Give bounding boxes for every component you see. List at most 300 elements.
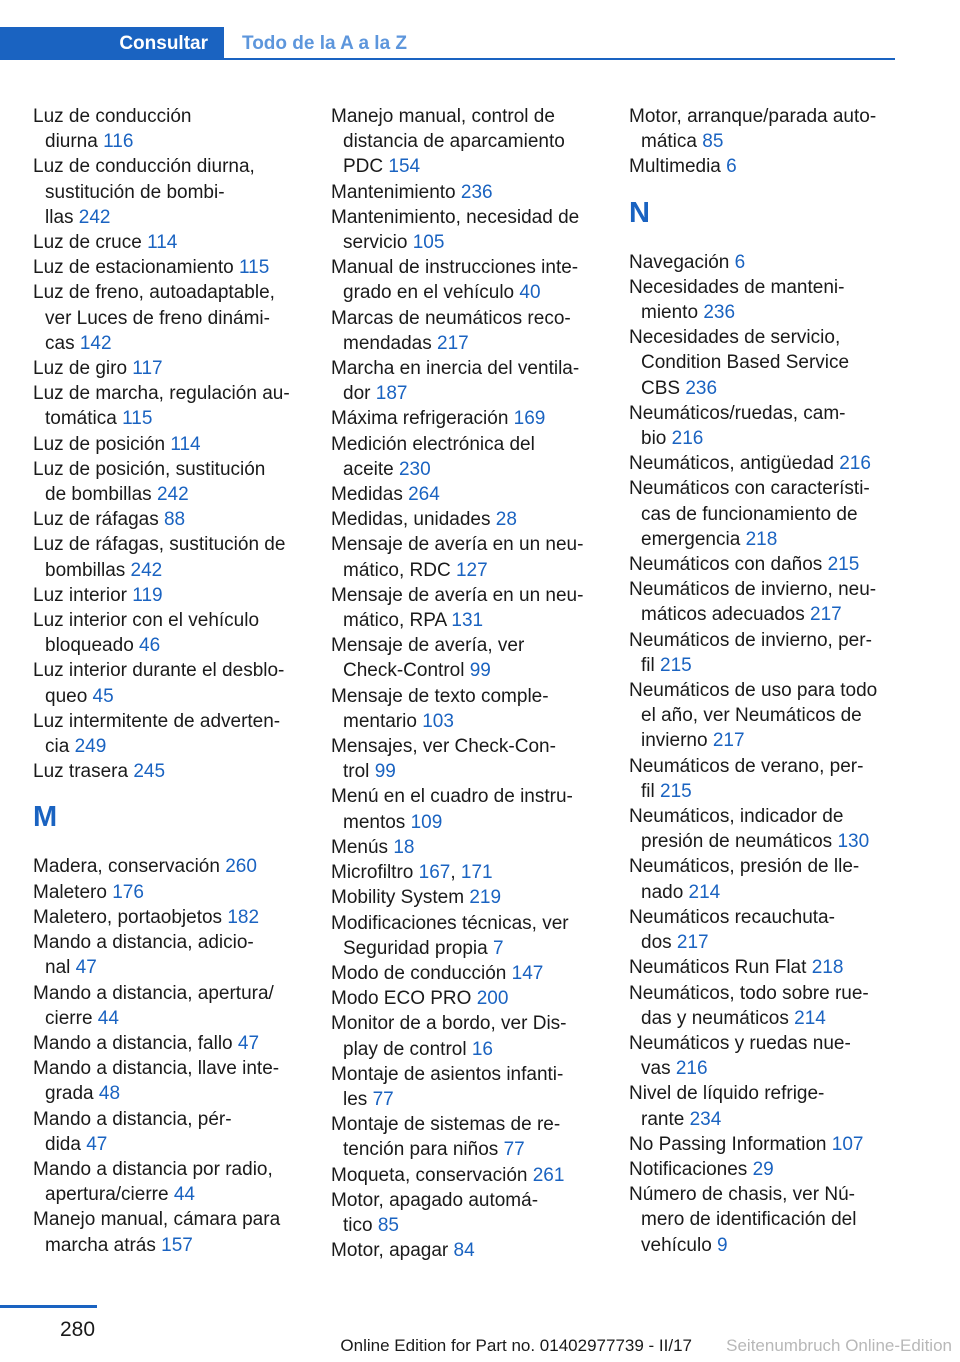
page-link[interactable]: 77 (503, 1139, 525, 1161)
page-link[interactable]: 261 (532, 1164, 565, 1186)
index-entry-line (33, 1233, 308, 1258)
page-link[interactable]: 260 (225, 856, 257, 878)
index-entry-text: Mensaje de avería en un neu- (331, 534, 584, 556)
index-entry-line (331, 885, 606, 910)
index-entry-text: Menú en el cuadro de instru- (331, 786, 573, 808)
index-entry-text: Manejo manual, control de (331, 106, 555, 127)
index-entry-text: Mobility System (331, 887, 470, 909)
index-entry (33, 854, 308, 879)
index-entry-line (629, 1233, 894, 1258)
page-link[interactable]: 29 (752, 1158, 774, 1180)
index-entry-line (331, 180, 606, 205)
index-entry-text: Motor, apagado automá- (331, 1189, 539, 1211)
index-entry-line (331, 1137, 606, 1162)
index-entry-text: Modificaciones técnicas, ver (331, 912, 569, 934)
index-entry-line (33, 230, 308, 255)
page-link[interactable]: 130 (837, 831, 870, 853)
index-entry-line (33, 854, 308, 879)
index-entry-text: dos (641, 932, 677, 954)
index-entry-line (331, 658, 606, 683)
page-link[interactable]: 216 (839, 453, 871, 475)
section-letter: N (629, 196, 650, 229)
index-entry (629, 1182, 894, 1258)
index-entry-line (629, 577, 894, 602)
index-entry-line (331, 1037, 606, 1062)
page-link[interactable]: 119 (132, 584, 163, 606)
index-entry (331, 734, 606, 784)
index-entry-line (629, 930, 894, 955)
page-link[interactable]: 215 (660, 654, 692, 676)
index-entry-line (629, 829, 894, 854)
index-entry (629, 955, 894, 980)
page-link[interactable]: 264 (408, 484, 440, 506)
index-entry (33, 104, 308, 154)
index-entry (331, 1163, 606, 1188)
index-entry-text: Luz de cruce (33, 232, 148, 254)
index-entry-line (629, 955, 894, 980)
index-entry (33, 356, 308, 381)
page-link[interactable]: 109 (410, 811, 443, 833)
index-entry (331, 1112, 606, 1162)
page-link[interactable]: 236 (685, 377, 718, 399)
index-entry-text: Luz de ráfagas (33, 509, 164, 531)
index-entry (33, 280, 308, 356)
page-link[interactable]: 200 (476, 988, 509, 1010)
index-entry (33, 709, 308, 759)
page-link[interactable]: 99 (469, 660, 491, 682)
index-entry-line (33, 280, 308, 305)
index-entry-line (33, 104, 308, 129)
index-entry-text: mentos (343, 811, 411, 833)
page-link[interactable]: 157 (161, 1234, 193, 1256)
index-entry-line (629, 779, 894, 804)
page-link[interactable]: 142 (79, 332, 112, 354)
index-entry-line (33, 930, 308, 955)
index-entry (331, 1188, 606, 1238)
index-entry-line (331, 331, 606, 356)
index-entry-text: dor (343, 383, 376, 405)
index-entry (331, 583, 606, 633)
index-entry-line (33, 905, 308, 930)
index-entry-text: Condition Based Service (641, 352, 850, 374)
page-link[interactable]: 45 (92, 685, 114, 707)
index-entry-text: PDC (343, 156, 389, 178)
page-link[interactable]: 182 (227, 906, 260, 928)
page-link[interactable]: 88 (163, 509, 186, 531)
index-entry-line (33, 1132, 308, 1157)
index-entry-text: Neumáticos y ruedas nue- (629, 1032, 851, 1054)
page-link[interactable]: 215 (660, 780, 692, 802)
page-link[interactable]: 242 (130, 559, 163, 581)
index-entry-line (331, 961, 606, 986)
index-entry-line (629, 104, 894, 129)
page-link[interactable]: 147 (511, 962, 544, 984)
index-entry-line (33, 759, 308, 784)
index-entry-line (331, 936, 606, 961)
index-entry-text: Luz interior durante el desblo- (33, 660, 285, 682)
index-entry-text: Moqueta, conservación (331, 1164, 533, 1186)
index-entry-line (33, 306, 308, 331)
index-entry-line (331, 129, 606, 154)
index-entry-line (33, 432, 308, 457)
index-entry-text: mero de identificación del (641, 1209, 857, 1231)
page-link[interactable]: 214 (688, 881, 721, 903)
index-entry-text: Neumáticos de invierno, neu- (629, 579, 877, 601)
page-link[interactable]: 176 (112, 881, 144, 903)
index-entry-line (629, 154, 894, 179)
header-divider (224, 58, 895, 60)
page-link[interactable]: 216 (671, 428, 704, 450)
index-entry-line (33, 583, 308, 608)
index-entry (629, 250, 894, 275)
index-entry-text: Seguridad propia (343, 937, 493, 959)
index-entry-text: Marcas de neumáticos reco- (331, 307, 571, 329)
index-entry (629, 275, 894, 325)
index-entry-line (331, 104, 606, 129)
page-link[interactable]: 217 (437, 332, 469, 354)
page-link[interactable]: 217 (676, 932, 709, 954)
page-link[interactable]: 234 (689, 1108, 722, 1130)
page-link[interactable]: 47 (86, 1133, 108, 1155)
index-entry-text: tención para niños (343, 1139, 504, 1161)
index-entry-text: Máxima refrigeración (331, 408, 514, 430)
index-entry-line (629, 1107, 894, 1132)
index-entry-text: mática (641, 131, 703, 153)
index-entry-line (331, 230, 606, 255)
index-entry-text: apertura/cierre (45, 1184, 174, 1206)
page-link[interactable]: 171 (460, 862, 493, 884)
index-entry-line (331, 457, 606, 482)
page-link[interactable]: 218 (811, 957, 844, 979)
index-entry-text: Luz de marcha, regulación au- (33, 383, 290, 405)
page-link[interactable]: 217 (810, 604, 842, 626)
page-link[interactable]: 218 (745, 528, 778, 550)
page-link[interactable]: 245 (133, 761, 166, 783)
index-entry (331, 180, 606, 205)
index-entry-text: Luz de conducción diurna, (33, 156, 255, 178)
index-entry (33, 759, 308, 784)
index-entry-text: llas (45, 206, 79, 228)
index-entry-text: Marcha en inercia del ventila- (331, 358, 580, 380)
page-link[interactable]: 114 (147, 232, 178, 254)
index-entry (629, 678, 894, 754)
index-entry (629, 552, 894, 577)
index-entry-line (33, 633, 308, 658)
index-entry-text: Neumáticos de uso para todo (629, 680, 878, 702)
index-entry-line (33, 1056, 308, 1081)
index-entry-line (33, 457, 308, 482)
page-link[interactable]: 84 (453, 1240, 475, 1262)
page-link[interactable]: 217 (712, 730, 745, 752)
page-link[interactable]: 242 (78, 206, 111, 228)
index-entry (33, 532, 308, 582)
index-entry-text: Mantenimiento (331, 181, 461, 203)
index-entry-text: bombillas (45, 559, 131, 581)
index-entry-line (331, 205, 606, 230)
index-entry-text: emergencia (641, 528, 746, 550)
index-entry (331, 911, 606, 961)
index-entry-line (33, 507, 308, 532)
page-link[interactable]: 103 (422, 710, 454, 732)
index-entry (33, 981, 308, 1031)
index-entry-text: invierno (641, 730, 713, 752)
index-entry-line (331, 734, 606, 759)
index-entry-text: Luz de ráfagas, sustitución de (33, 534, 286, 556)
index-entry (629, 577, 894, 627)
page-link[interactable]: 167 (418, 862, 451, 884)
index-entry-line (331, 280, 606, 305)
index-entry (629, 1031, 894, 1081)
index-entry-line (331, 810, 606, 835)
index-entry-text: Mensaje de texto comple- (331, 685, 549, 707)
index-entry-line (331, 684, 606, 709)
index-entry-text: rante (641, 1108, 690, 1130)
index-entry (629, 1132, 894, 1157)
index-entry-text: sustitución de bombi- (45, 181, 225, 203)
index-entry-line (629, 502, 894, 527)
page-link[interactable]: 99 (374, 761, 396, 783)
index-entry-line (331, 784, 606, 809)
page-link[interactable]: 9 (717, 1234, 728, 1256)
index-entry-text: Neumáticos, presión de lle- (629, 856, 860, 878)
page-link[interactable]: 47 (75, 957, 97, 979)
page-link[interactable]: 115 (122, 408, 153, 430)
index-entry-line (33, 1157, 308, 1182)
index-entry (331, 104, 606, 180)
page-link[interactable]: 236 (703, 302, 736, 324)
page-link[interactable]: 44 (97, 1007, 119, 1029)
index-entry-line (331, 356, 606, 381)
index-entry (331, 1011, 606, 1061)
index-entry (33, 930, 308, 980)
page-link[interactable]: 46 (139, 635, 161, 657)
index-entry (33, 381, 308, 431)
page-link[interactable]: 249 (74, 736, 107, 758)
index-entry (331, 255, 606, 305)
index-entry-text: Mando a distancia, llave inte- (33, 1058, 280, 1080)
page-separator: , (450, 862, 461, 884)
page-link[interactable]: 44 (173, 1184, 195, 1206)
index-entry (331, 784, 606, 834)
index-entry (629, 104, 894, 154)
index-entry-line (629, 527, 894, 552)
index-entry-line (629, 703, 894, 728)
index-entry-text: Neumáticos con daños (629, 554, 828, 576)
index-entry-text: Luz intermitente de adverten- (33, 710, 281, 732)
index-entry-line (629, 552, 894, 577)
page-link[interactable]: 107 (831, 1133, 864, 1155)
index-entry (629, 401, 894, 451)
page-link[interactable]: 47 (237, 1032, 260, 1054)
index-entry-text: Mensaje de avería en un neu- (331, 584, 584, 606)
index-entry-text: mático, RPA (343, 610, 452, 632)
index-entry-line (33, 1182, 308, 1207)
index-entry-line (33, 1107, 308, 1132)
index-entry-text: play de control (343, 1038, 472, 1060)
index-entry (33, 1207, 308, 1257)
page-link[interactable]: 7 (493, 937, 504, 959)
index-entry-line (629, 804, 894, 829)
index-entry-text: vas (641, 1058, 676, 1080)
index-entry-line (331, 1163, 606, 1188)
index-entry-text: marcha atrás (45, 1234, 162, 1256)
index-entry-line (629, 905, 894, 930)
index-entry (629, 754, 894, 804)
page-link[interactable]: 131 (451, 610, 484, 632)
footer-rule (0, 1305, 97, 1308)
page-link[interactable]: 242 (156, 484, 189, 506)
index-entry-line (629, 250, 894, 275)
index-entry (33, 658, 308, 708)
index-entry-text: Necesidades de servicio, (629, 327, 841, 349)
index-entry-line (33, 331, 308, 356)
index-entry-line (331, 911, 606, 936)
page-link[interactable]: 236 (460, 181, 493, 203)
index-entry-line (629, 728, 894, 753)
index-entry-text: Motor, apagar (331, 1240, 454, 1262)
page-link[interactable]: 6 (726, 156, 737, 178)
index-entry-text: cas de funcionamiento de (641, 503, 858, 525)
index-entry-line (331, 1188, 606, 1213)
index-entry-text: Nivel de líquido refrige- (629, 1083, 825, 1105)
index-entry-text: aceite (343, 458, 399, 480)
index-entry (331, 432, 606, 482)
page-link[interactable]: 6 (734, 251, 746, 273)
page-link[interactable]: 215 (827, 554, 860, 576)
index-entry-text: Luz de giro (33, 358, 133, 380)
index-entry-text: Multimedia (629, 156, 727, 178)
page-link[interactable]: 214 (794, 1007, 826, 1029)
index-entry-line (331, 255, 606, 280)
index-entry-line (629, 129, 894, 154)
index-entry-text: Maletero, portaobjetos (33, 906, 228, 928)
index-entry-text: Neumáticos con característi- (629, 478, 870, 500)
index-entry-text: grada (45, 1083, 99, 1105)
index-entry-line (33, 154, 308, 179)
index-entry-text: Medidas, unidades (331, 509, 496, 531)
page-link[interactable]: 77 (372, 1088, 394, 1110)
page-link[interactable]: 48 (98, 1083, 121, 1105)
page-link[interactable]: 85 (377, 1214, 399, 1236)
index-entry (331, 205, 606, 255)
index-entry-line (33, 255, 308, 280)
index-entry (331, 633, 606, 683)
index-entry-line (33, 1006, 308, 1031)
index-entry-line (629, 1031, 894, 1056)
tab-consultar[interactable]: Consultar (0, 27, 224, 60)
index-entry-text: Mensajes, ver Check-Con- (331, 736, 556, 758)
index-entry (331, 482, 606, 507)
index-entry (629, 154, 894, 179)
index-entry-line (331, 835, 606, 860)
index-entry-line (629, 401, 894, 426)
page-link[interactable]: 154 (388, 156, 421, 178)
index-entry-text: Modo de conducción (331, 962, 512, 984)
page-link[interactable]: 169 (513, 408, 546, 430)
index-entry-text: dida (45, 1133, 87, 1155)
index-entry (331, 885, 606, 910)
page-link[interactable]: 216 (675, 1058, 708, 1080)
index-entry-line (331, 482, 606, 507)
index-entry-text: vehículo (641, 1234, 718, 1256)
tab-todo-de-la-a-a-la-z[interactable]: Todo de la A a la Z (242, 33, 408, 54)
index-entry-text: Neumáticos de verano, per- (629, 755, 864, 777)
index-entry-line (331, 532, 606, 557)
page-link[interactable]: 85 (702, 131, 724, 153)
index-entry-text: presión de neumáticos (641, 831, 838, 853)
index-entry-text: Luz interior con el vehículo (33, 610, 260, 632)
index-entry-text: diurna (45, 131, 104, 153)
page-link[interactable]: 40 (519, 282, 541, 304)
page-link[interactable]: 127 (455, 559, 488, 581)
index-entry-line (33, 709, 308, 734)
index-entry-text: Modo ECO PRO (331, 988, 477, 1010)
index-entry-text: Madera, conservación (33, 856, 226, 878)
page-link[interactable]: 117 (132, 358, 163, 380)
page-link[interactable]: 114 (170, 433, 201, 455)
index-entry-text: Medidas (331, 484, 409, 506)
index-entry-text: Montaje de asientos infanti- (331, 1063, 564, 1085)
page-link[interactable]: 116 (103, 131, 134, 153)
index-entry-text: fil (641, 654, 660, 676)
page-link[interactable]: 230 (398, 458, 431, 480)
index-entry (629, 628, 894, 678)
page-link[interactable]: 187 (375, 383, 408, 405)
index-entry (33, 255, 308, 280)
index-entry-text: bloqueado (45, 635, 140, 657)
index-entry (331, 306, 606, 356)
page-link[interactable]: 219 (469, 887, 502, 909)
index-entry-text: de bombillas (45, 484, 157, 506)
index-entry-text: Manual de instrucciones inte- (331, 257, 579, 279)
index-entry-line (331, 583, 606, 608)
index-entry (33, 1056, 308, 1106)
index-entry (33, 507, 308, 532)
index-entry (331, 961, 606, 986)
index-entry-text: mendadas (343, 332, 438, 354)
index-entry-text: tomática (45, 408, 123, 430)
index-entry-line (33, 658, 308, 683)
index-entry-line (33, 608, 308, 633)
index-entry (331, 860, 606, 885)
index-column-3 (629, 104, 894, 1258)
index-entry (629, 451, 894, 476)
page-link[interactable]: 115 (238, 257, 270, 279)
page-link[interactable]: 28 (495, 509, 517, 531)
index-entry-text: Manejo manual, cámara para (33, 1209, 281, 1231)
index-entry-text: Navegación (629, 251, 735, 273)
index-entry-line (629, 678, 894, 703)
index-entry-line (331, 1112, 606, 1137)
page-link[interactable]: 18 (393, 836, 415, 858)
index-entry (33, 583, 308, 608)
index-entry-line (629, 1207, 894, 1232)
index-entry-text: ver Luces de freno dinámi- (45, 307, 270, 329)
index-entry-line (33, 129, 308, 154)
index-entry-text: el año, ver Neumáticos de (641, 705, 862, 727)
index-entry-line (629, 476, 894, 501)
index-entry-line (331, 406, 606, 431)
index-entry-text: trol (343, 761, 375, 783)
index-entry-line (629, 376, 894, 401)
index-entry-line (331, 306, 606, 331)
page-link[interactable]: 16 (471, 1038, 493, 1060)
page-link[interactable]: 105 (412, 232, 445, 254)
index-column-1 (33, 104, 308, 1258)
index-entry (331, 835, 606, 860)
index-entry-line (331, 860, 606, 885)
index-entry-line (331, 558, 606, 583)
